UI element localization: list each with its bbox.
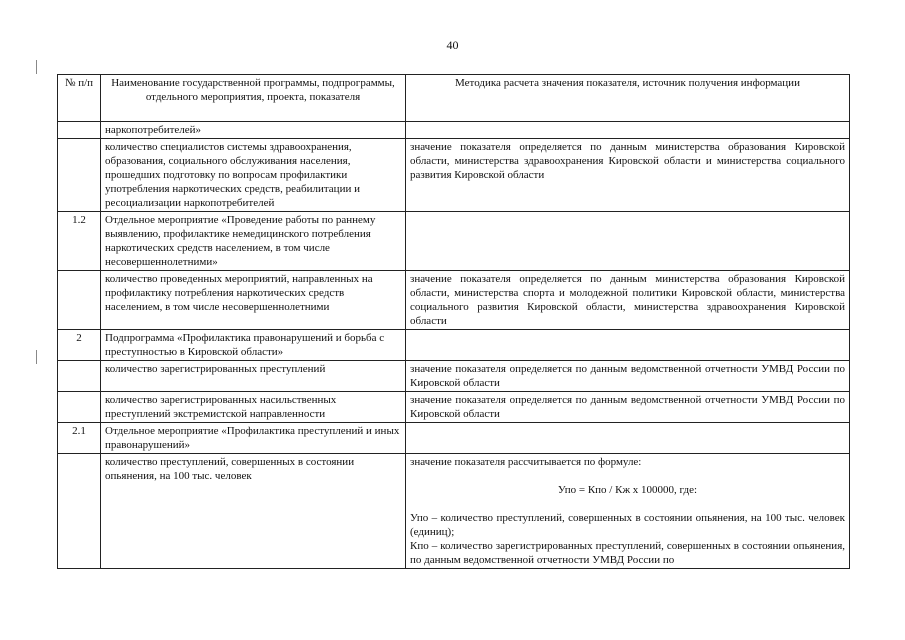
row-num: 2.1 [58, 423, 101, 454]
row-num: 2 [58, 330, 101, 361]
row-method [406, 122, 850, 139]
table-row [58, 454, 850, 569]
table-row [58, 212, 850, 271]
definition-kpo: Кпо – количество зарегистрированных преступлений, совершенных в состоянии опьянения, по данным ведомственной отчетности УМВД России по [410, 540, 845, 566]
row-num [58, 392, 101, 423]
table-row [58, 122, 850, 139]
method-intro: значение показателя рассчитывается по формуле: [410, 456, 642, 468]
row-method [406, 212, 850, 271]
row-method [406, 454, 850, 569]
margin-mark [36, 60, 37, 74]
row-method: значение показателя определяется по данным ведомственной отчетности УМВД России по Кировской области [406, 392, 850, 423]
formula: Упо = Кпо / Кж х 100000, где: [557, 484, 698, 496]
row-name: количество проведенных мероприятий, направленных на профилактику потребления наркотических средств населением, в том числе несовершеннолетними [101, 271, 406, 330]
header-num: № п/п [58, 75, 101, 122]
row-method: значение показателя определяется по данным министерства образования Кировской области, министерства спорта и молодежной политики Кировской области, министерства социального развития Кировской области, министерства здравоохранения Кировской области [406, 271, 850, 330]
indicator-table [57, 74, 850, 569]
table-row [58, 361, 850, 392]
row-name: количество зарегистрированных преступлений [101, 361, 406, 392]
table-row [58, 139, 850, 212]
row-method [406, 423, 850, 454]
row-name: количество зарегистрированных насильственных преступлений экстремистской направленности [101, 392, 406, 423]
row-name: количество специалистов системы здравоохранения, образования, социального обслуживания населения, прошедших подготовку по вопросам профилактики употребления наркотических средств, реабилитации и ресоциализации наркопотребителей [101, 139, 406, 212]
row-num [58, 361, 101, 392]
header-method: Методика расчета значения показателя, источник получения информации [406, 75, 850, 122]
row-num [58, 122, 101, 139]
table-row [58, 392, 850, 423]
row-num [58, 454, 101, 569]
row-method: значение показателя определяется по данным ведомственной отчетности УМВД России по Кировской области [406, 361, 850, 392]
row-name: наркопотребителей» [101, 122, 406, 139]
row-num [58, 139, 101, 212]
row-method [406, 330, 850, 361]
table-header-row [58, 75, 850, 122]
definition-upo: Упо – количество преступлений, совершенных в состоянии опьянения, на 100 тыс. человек (единиц); [410, 512, 845, 538]
row-name: Подпрограмма «Профилактика правонарушений и борьба с преступностью в Кировской области» [101, 330, 406, 361]
margin-mark [36, 350, 37, 364]
row-num: 1.2 [58, 212, 101, 271]
row-name: Отдельное мероприятие «Проведение работы по раннему выявлению, профилактике немедицинского потребления наркотических средств населением, в том числе несовершеннолетними» [101, 212, 406, 271]
table-row [58, 330, 850, 361]
row-name: количество преступлений, совершенных в состоянии опьянения, на 100 тыс. человек [101, 454, 406, 569]
row-method: значение показателя определяется по данным министерства образования Кировской области, министерства здравоохранения Кировской области и министерства социального развития Кировской области [406, 139, 850, 212]
row-num [58, 271, 101, 330]
row-name: Отдельное мероприятие «Профилактика преступлений и иных правонарушений» [101, 423, 406, 454]
page-number: 40 [446, 38, 459, 52]
table-row [58, 423, 850, 454]
table-row [58, 271, 850, 330]
header-name: Наименование государственной программы, подпрограммы, отдельного мероприятия, проекта, показателя [101, 75, 406, 122]
